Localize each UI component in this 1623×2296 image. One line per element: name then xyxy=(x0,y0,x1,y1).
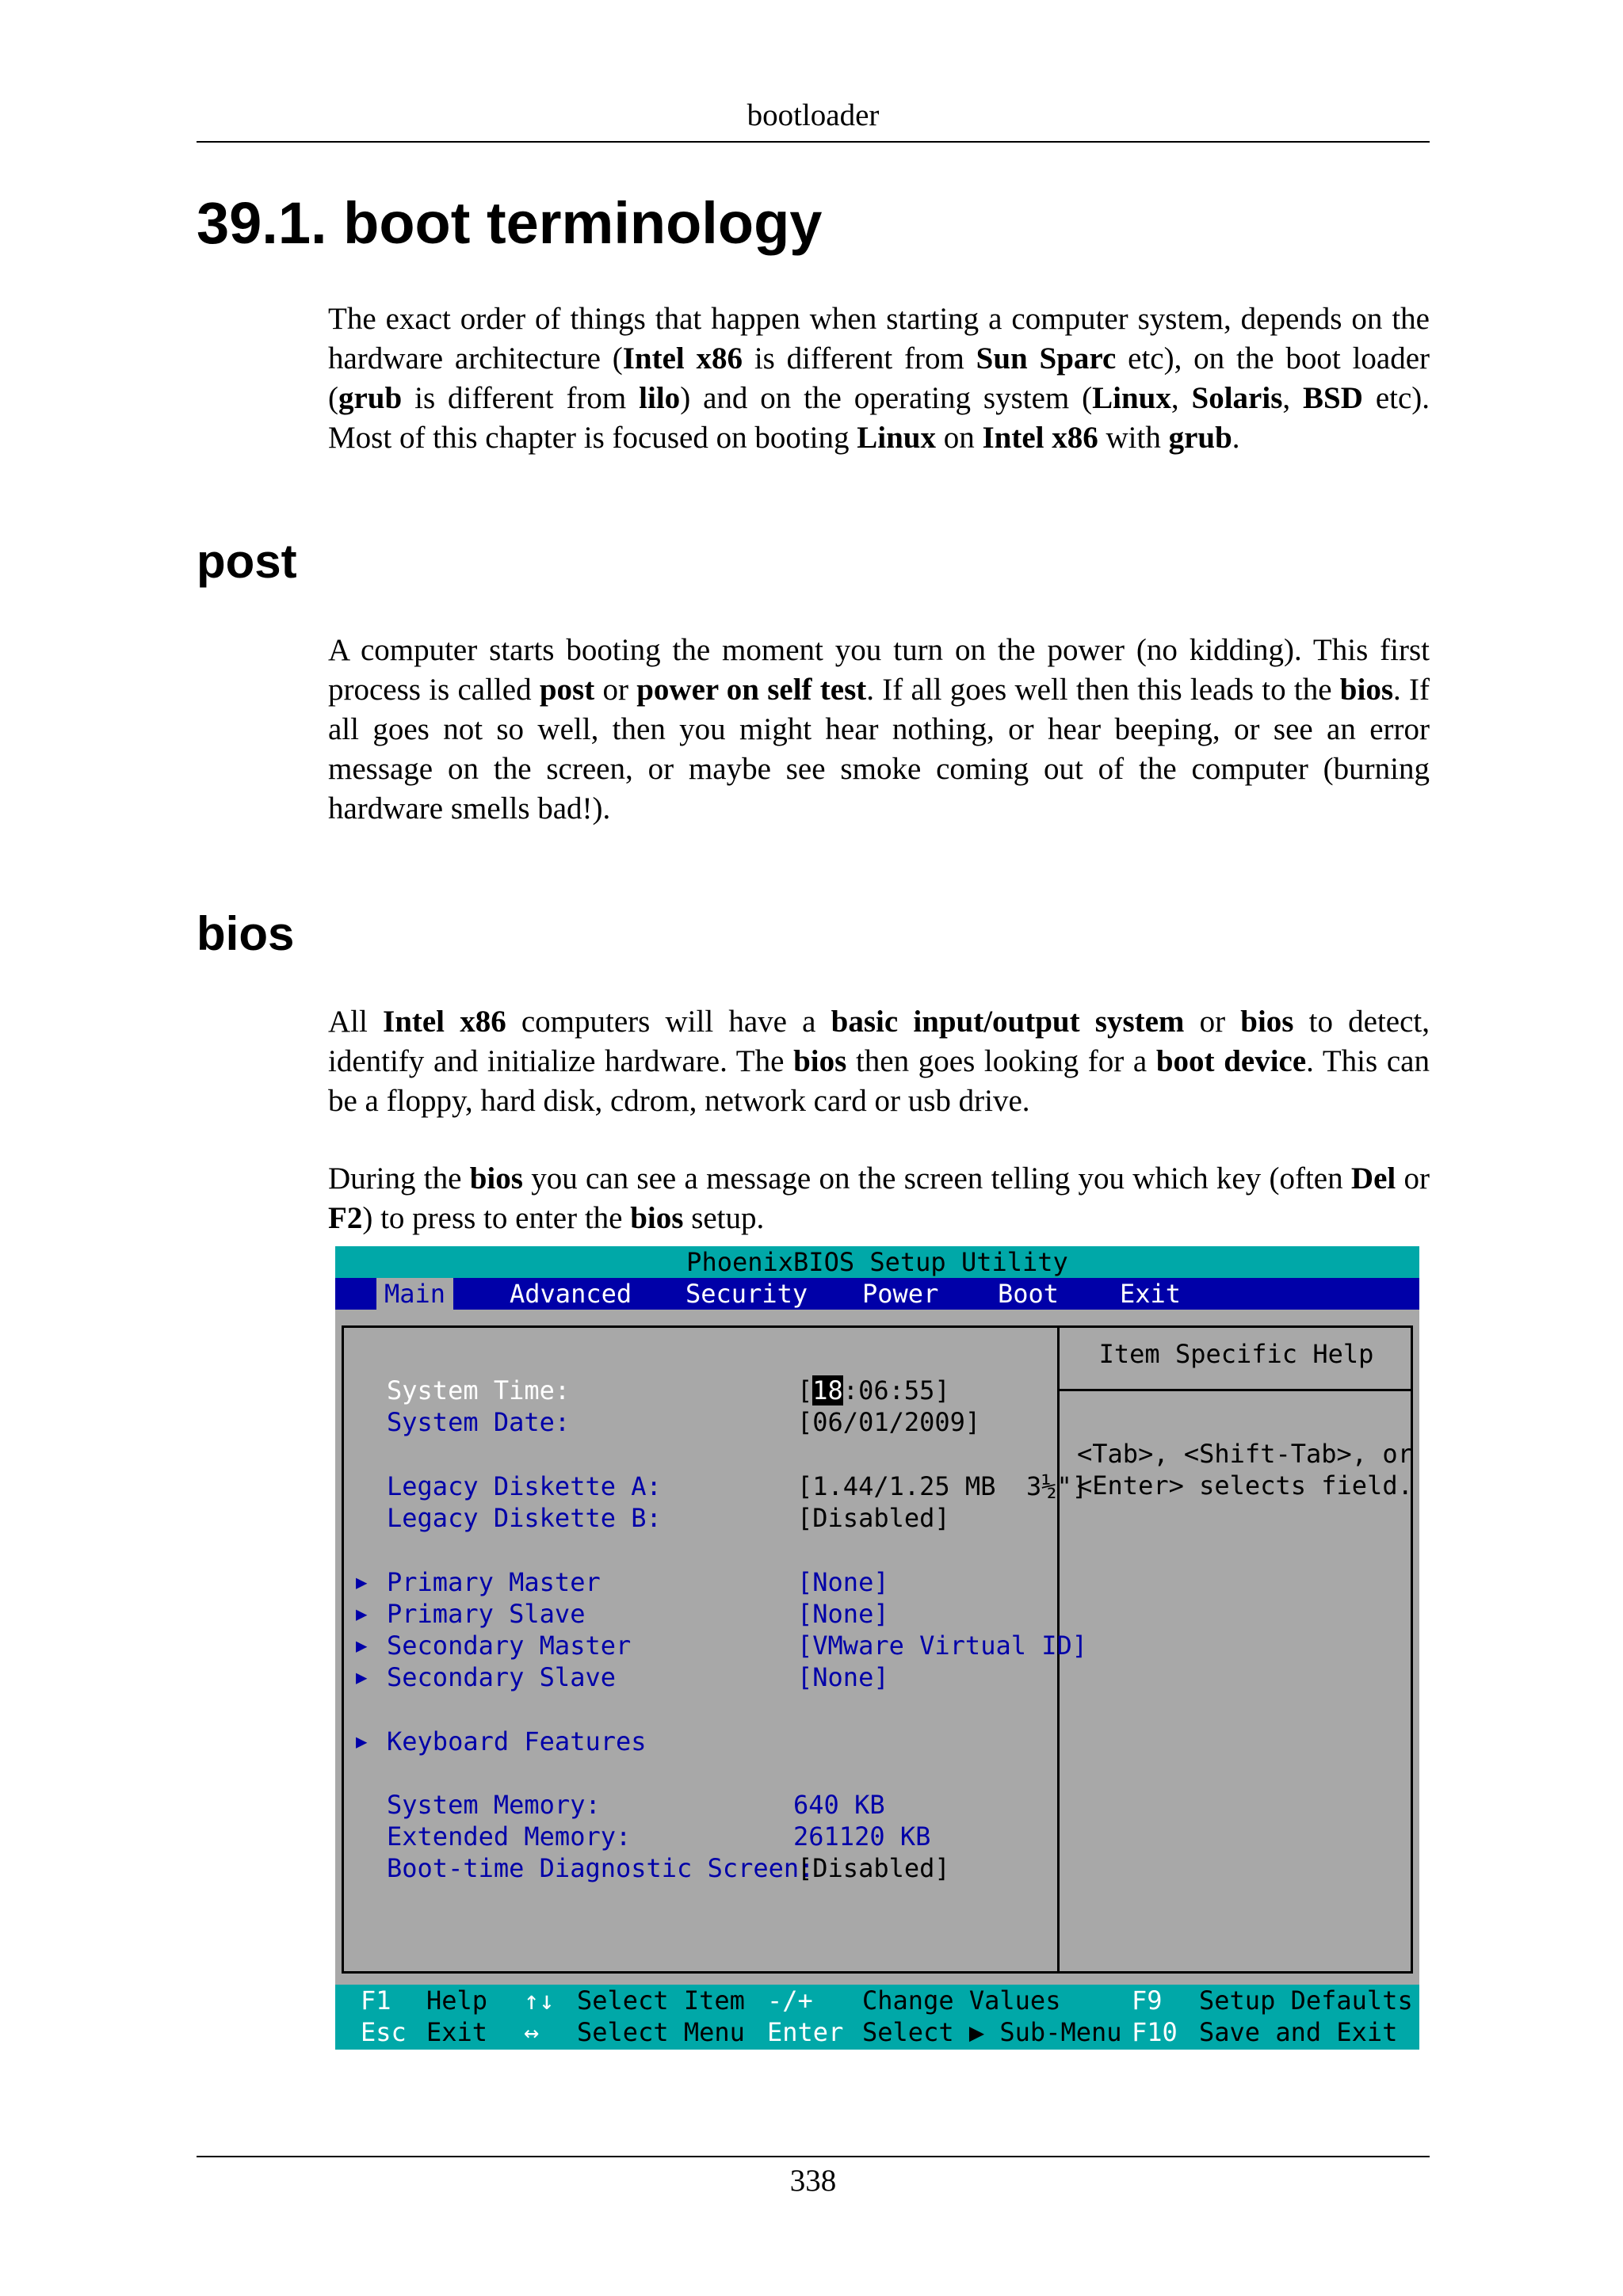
status-key-minus-plus: -/+ xyxy=(767,1985,813,2016)
bios-field-label-secondary-master[interactable]: Secondary Master xyxy=(387,1630,632,1661)
post-paragraph: A computer starts booting the moment you turn on the power (no kidding). This first process is called post or power on self test. If all goes well then this leads to the bios. If all goes not so well, then you might hear nothing, or hear beeping, or see an error message on the screen, or maybe see smoke coming out of the computer (burning hardware smells bad!). xyxy=(328,633,1430,826)
bold-term: Intel x86 xyxy=(383,1005,506,1039)
submenu-arrow-icon: ▶ xyxy=(356,1666,368,1688)
bold-term: bios xyxy=(630,1201,684,1235)
bold-term: F2 xyxy=(328,1201,363,1235)
bios-field-label-system-date[interactable]: System Date: xyxy=(387,1407,571,1437)
bold-term: bios xyxy=(469,1161,523,1196)
status-desc-select-submenu: Select ▶ Sub-Menu xyxy=(862,2017,1122,2047)
bios-title-bar: PhoenixBIOS Setup Utility xyxy=(335,1246,1419,1278)
bios-cursor: 18 xyxy=(812,1375,843,1405)
bios-menu-security[interactable]: Security xyxy=(685,1279,808,1309)
status-key-f9: F9 xyxy=(1132,1985,1163,2016)
bios-menu-advanced[interactable]: Advanced xyxy=(510,1279,632,1309)
bios-field-label-primary-master[interactable]: Primary Master xyxy=(387,1567,601,1597)
status-key-enter: Enter xyxy=(767,2017,844,2047)
bold-term: bios xyxy=(1339,673,1393,707)
bios-field-value-system-date[interactable]: [06/01/2009] xyxy=(797,1407,981,1437)
bios-field-label-system-time[interactable]: System Time: xyxy=(387,1375,571,1405)
bold-term: Intel x86 xyxy=(622,341,743,376)
bold-term: BSD xyxy=(1303,381,1363,415)
bios-field-label-system-memory: System Memory: xyxy=(387,1790,601,1820)
status-desc-select-menu: Select Menu xyxy=(577,2017,745,2047)
status-key-f1: F1 xyxy=(361,1985,391,2016)
bold-term: grub xyxy=(1168,421,1232,455)
bios-field-value-diskette-a[interactable]: [1.44/1.25 MB 3½"] xyxy=(797,1471,1088,1501)
bold-term: Linux xyxy=(1092,381,1171,415)
status-desc-exit: Exit xyxy=(426,2017,488,2047)
submenu-arrow-icon: ▶ xyxy=(356,1571,368,1593)
status-desc-select-item: Select Item xyxy=(577,1985,745,2016)
page-number: 338 xyxy=(789,2164,837,2198)
bios-field-label-primary-slave[interactable]: Primary Slave xyxy=(387,1599,586,1629)
bios-field-value-diskette-b[interactable]: [Disabled] xyxy=(797,1503,950,1533)
status-key-esc: Esc xyxy=(361,2017,407,2047)
bios-field-value-system-memory: 640 KB xyxy=(793,1790,885,1820)
status-desc-change-values: Change Values xyxy=(862,1985,1061,2016)
running-header: bootloader xyxy=(197,93,1430,143)
bios-field-label-diskette-b[interactable]: Legacy Diskette B: xyxy=(387,1503,662,1533)
bios-paragraph-1: All Intel x86 computers will have a basic input/output system or bios to detect, identify and initialize hardware. The bios then goes looking for a boot device. This can be a floppy, hard disk, cdrom, network card or usb drive. xyxy=(328,1005,1430,1118)
status-desc-setup-defaults: Setup Defaults xyxy=(1199,1985,1413,2016)
bold-term: Linux xyxy=(857,421,936,455)
bios-help-line-1: <Tab>, <Shift-Tab>, or xyxy=(1077,1439,1413,1469)
submenu-arrow-icon: ▶ xyxy=(356,1730,368,1753)
post-heading: post xyxy=(197,535,297,588)
section-title: 39.1. boot terminology xyxy=(197,190,823,256)
bold-term: grub xyxy=(338,381,403,415)
bios-menu-power[interactable]: Power xyxy=(862,1279,939,1309)
bios-field-value-extended-memory: 261120 KB xyxy=(793,1821,931,1852)
bios-menu-boot[interactable]: Boot xyxy=(998,1279,1060,1309)
bios-field-label-extended-memory: Extended Memory: xyxy=(387,1821,632,1852)
bios-menu-exit[interactable]: Exit xyxy=(1120,1279,1182,1309)
bold-term: Del xyxy=(1350,1161,1396,1196)
bold-term: bios xyxy=(793,1044,847,1078)
submenu-arrow-icon: ▶ xyxy=(356,1634,368,1657)
bold-term: bios xyxy=(1240,1005,1294,1039)
status-key-f10: F10 xyxy=(1132,2017,1178,2047)
bios-field-value-secondary-master[interactable]: [VMware Virtual ID] xyxy=(797,1630,1088,1661)
bios-setup-screenshot xyxy=(335,1246,1419,2050)
bold-term: lilo xyxy=(639,381,681,415)
bold-term: boot device xyxy=(1155,1044,1307,1078)
bios-field-label-secondary-slave[interactable]: Secondary Slave xyxy=(387,1662,616,1692)
bios-field-value-primary-master[interactable]: [None] xyxy=(797,1567,889,1597)
status-key-updown: ↑↓ xyxy=(524,1985,555,2016)
bold-term: Solaris xyxy=(1191,381,1283,415)
bios-status-bar xyxy=(335,1985,1419,2050)
bios-paragraph-2: During the bios you can see a message on the screen telling you which key (often Del or F2) to press to enter the bios setup. xyxy=(328,1161,1430,1235)
bold-term: Sun Sparc xyxy=(976,341,1117,376)
submenu-arrow-icon: ▶ xyxy=(356,1603,368,1625)
bold-term: Intel x86 xyxy=(982,421,1098,455)
bios-help-title: Item Specific Help xyxy=(1098,1339,1374,1369)
bios-field-value-primary-slave[interactable]: [None] xyxy=(797,1599,889,1629)
status-key-leftright: ↔ xyxy=(524,2017,540,2047)
bold-term: basic input/output system xyxy=(831,1005,1185,1039)
bios-field-value-boot-diagnostic[interactable]: [Disabled] xyxy=(797,1853,950,1883)
bios-field-value-secondary-slave[interactable]: [None] xyxy=(797,1662,889,1692)
bios-heading: bios xyxy=(197,907,295,960)
intro-paragraph: The exact order of things that happen when starting a computer system, depends on the hardware architecture (Intel x86 is different from Sun Sparc etc), on the boot loader (grub is different from lilo) and on the operating system (Linux, Solaris, BSD etc). Most of this chapter is focused on booting Linux on Intel x86 with grub. xyxy=(328,302,1430,455)
bold-term: power on self test xyxy=(636,673,867,707)
status-desc-help: Help xyxy=(426,1985,488,2016)
bios-menu-main[interactable]: Main xyxy=(376,1278,453,1310)
footer-rule xyxy=(197,2156,1430,2157)
bios-field-label-keyboard-features[interactable]: Keyboard Features xyxy=(387,1726,647,1756)
status-desc-save-exit: Save and Exit xyxy=(1199,2017,1398,2047)
bios-help-line-2: <Enter> selects field. xyxy=(1077,1470,1413,1501)
bios-help-divider xyxy=(1060,1389,1413,1391)
bios-field-value-system-time[interactable]: [18:06:55] xyxy=(797,1375,950,1405)
bios-menu-bar xyxy=(335,1278,1419,1310)
bold-term: post xyxy=(539,673,595,707)
bios-field-label-diskette-a[interactable]: Legacy Diskette A: xyxy=(387,1471,662,1501)
bios-field-label-boot-diagnostic[interactable]: Boot-time Diagnostic Screen: xyxy=(387,1853,815,1883)
